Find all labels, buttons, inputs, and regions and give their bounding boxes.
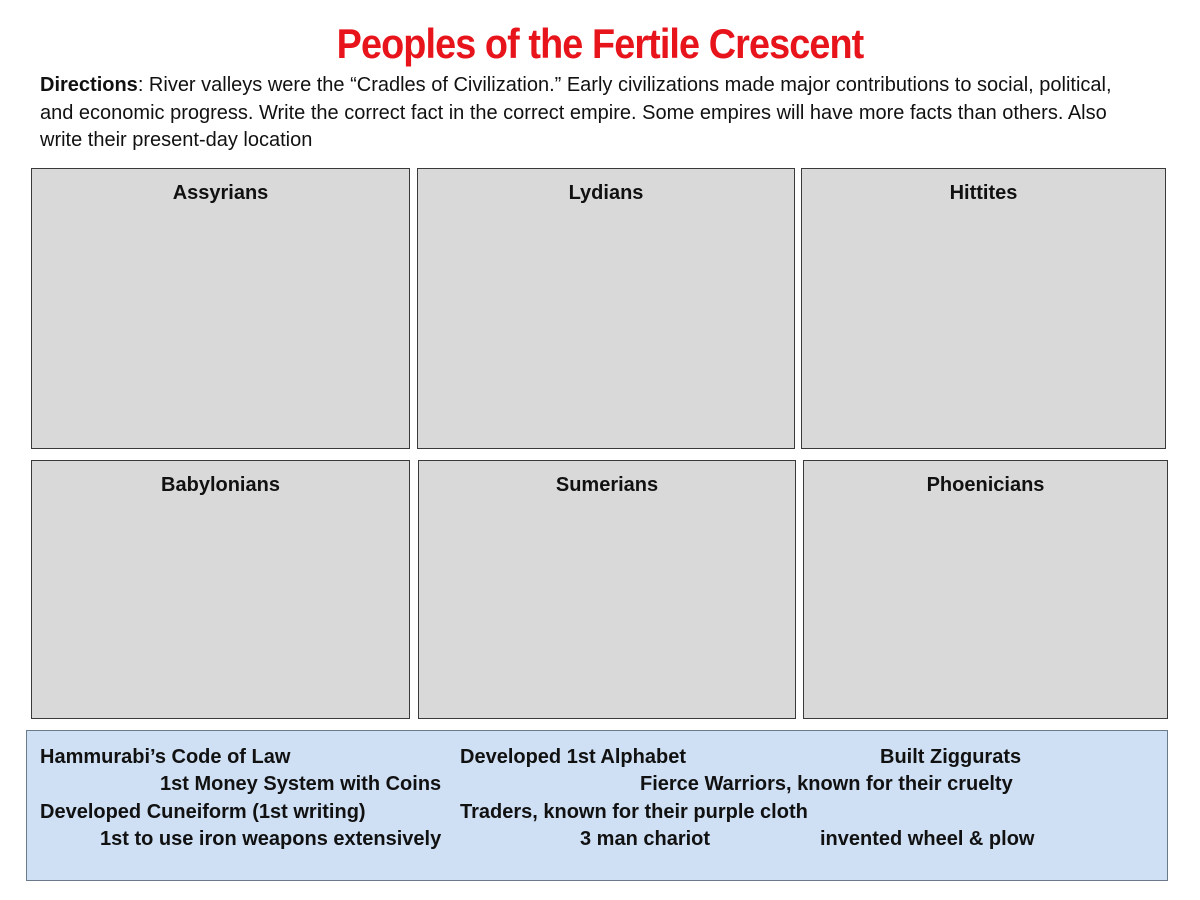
empire-title-assyrians: Assyrians: [172, 182, 269, 204]
fact-item[interactable]: Hammurabi’s Code of Law: [40, 746, 291, 768]
fact-item[interactable]: 1st to use iron weapons extensively: [100, 828, 442, 850]
directions-label: Directions: [40, 74, 138, 96]
empire-title-sumerians: Sumerians: [555, 474, 659, 496]
empire-box-sumerians[interactable]: [418, 460, 796, 719]
empire-title-phoenicians: Phoenicians: [926, 474, 1045, 496]
directions-body: : River valleys were the “Cradles of Civilization.” Early civilizations made major contributions to social, political, and economic progress. Write the correct fact in the correct empire. Some empires will have more facts than others. Also write their present-day location: [40, 74, 1112, 151]
empire-box-phoenicians[interactable]: [803, 460, 1168, 719]
empire-box-babylonians[interactable]: [31, 460, 410, 719]
empire-box-hittites[interactable]: [801, 168, 1166, 449]
fact-item[interactable]: Built Ziggurats: [880, 746, 1022, 768]
directions-text: [40, 72, 1140, 155]
fact-item[interactable]: Traders, known for their purple cloth: [460, 801, 808, 823]
fact-item[interactable]: 1st Money System with Coins: [160, 773, 442, 795]
empire-title-hittites: Hittites: [949, 182, 1018, 204]
fact-item[interactable]: invented wheel & plow: [820, 828, 1035, 850]
fact-bank: [26, 730, 1168, 881]
empire-title-babylonians: Babylonians: [161, 474, 280, 496]
fact-item[interactable]: 3 man chariot: [580, 828, 711, 850]
worksheet-title: Peoples of the Fertile Crescent: [336, 20, 864, 67]
fact-item[interactable]: Fierce Warriors, known for their cruelty: [640, 773, 1013, 795]
empire-box-lydians[interactable]: [417, 168, 795, 449]
empire-title-lydians: Lydians: [568, 182, 644, 204]
fact-item[interactable]: Developed Cuneiform (1st writing): [40, 801, 366, 823]
empire-box-assyrians[interactable]: [31, 168, 410, 449]
fact-item[interactable]: Developed 1st Alphabet: [460, 746, 686, 768]
